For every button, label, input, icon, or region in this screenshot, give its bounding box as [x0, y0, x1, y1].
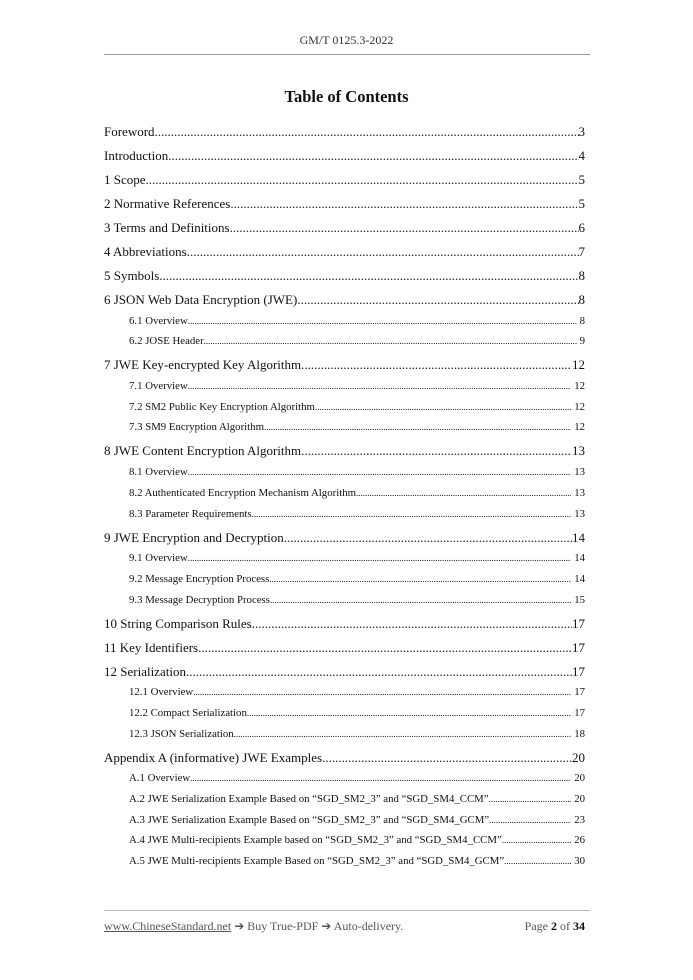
toc-entry-title: A.2 JWE Serialization Example Based on “SGD_SM2_3” and “SGD_SM4_CCM” — [129, 793, 489, 805]
toc-entry[interactable] — [104, 417, 585, 438]
toc-page-number: 6 — [578, 220, 585, 235]
toc-dot-leader — [270, 590, 571, 610]
toc-entry-title: A.4 JWE Multi-recipients Example based on “SGD_SM2_3” and “SGD_SM4_CCM” — [129, 834, 502, 847]
toc-entry-title: 6.1 Overview — [129, 314, 188, 327]
toc-entry[interactable] — [104, 610, 585, 634]
buy-text: Buy True-PDF — [247, 919, 319, 933]
toc-page-number: 20 — [574, 793, 585, 805]
toc-page-number: 12 — [574, 421, 585, 434]
toc-entry[interactable] — [104, 702, 585, 723]
toc-page-number: 12 — [572, 357, 585, 373]
toc-dot-leader — [168, 146, 578, 166]
toc-entry-title: 7.1 Overview — [129, 380, 188, 393]
toc-entry-title: 7.2 SM2 Public Key Encryption Algorithm — [129, 400, 315, 413]
toc-entry-title: A.5 JWE Multi-recipients Example Based on “SGD_SM2_3” and “SGD_SM4_GCM” — [129, 855, 505, 868]
toc-dot-leader — [284, 528, 572, 548]
toc-page-number: 4 — [578, 148, 585, 163]
toc-dot-leader — [230, 218, 579, 238]
toc-dot-leader — [188, 376, 571, 396]
toc-page-number: 12 — [574, 400, 585, 413]
footer-divider — [104, 910, 590, 911]
arrow-icon: ➔ — [234, 919, 245, 933]
toc-entry-title: Foreword — [104, 124, 155, 139]
table-of-contents — [104, 118, 585, 871]
toc-entry-title: 1 Scope — [104, 172, 146, 187]
toc-page-number: 13 — [572, 443, 585, 459]
toc-entry[interactable] — [104, 142, 585, 166]
toc-page-number: 7 — [578, 244, 585, 259]
of-label: of — [560, 919, 570, 933]
toc-entry[interactable] — [104, 286, 585, 310]
toc-page-number: 8 — [578, 292, 585, 307]
toc-entry-title: 6.2 JOSE Header — [129, 335, 204, 348]
toc-entry[interactable] — [104, 768, 585, 789]
toc-entry[interactable] — [104, 744, 585, 768]
toc-dot-leader — [193, 682, 571, 702]
toc-entry-title: 9.1 Overview — [129, 552, 188, 565]
current-page-number: 2 — [551, 919, 557, 933]
toc-entry-title: 5 Symbols — [104, 268, 160, 283]
toc-dot-leader — [301, 441, 572, 461]
toc-page-number: 13 — [574, 507, 585, 520]
toc-page-number: 5 — [578, 172, 585, 187]
toc-page-number: 17 — [574, 706, 585, 719]
toc-entry[interactable] — [104, 461, 585, 482]
toc-entry-title: 7.3 SM9 Encryption Algorithm — [129, 421, 264, 434]
total-pages: 34 — [573, 919, 585, 933]
toc-page-number: 9 — [579, 335, 585, 348]
toc-dot-leader — [155, 122, 579, 142]
toc-page-number: 20 — [572, 749, 585, 765]
toc-dot-leader — [301, 355, 572, 375]
toc-entry[interactable] — [104, 830, 585, 851]
page-label: Page — [524, 919, 548, 933]
toc-entry-title: 8.2 Authenticated Encryption Mechanism Algorithm — [129, 486, 356, 499]
toc-entry-title: 2 Normative References — [104, 196, 231, 211]
toc-entry-title: 12.2 Compact Serialization — [129, 706, 247, 719]
toc-page-number: 5 — [578, 196, 585, 211]
toc-entry[interactable] — [104, 723, 585, 744]
toc-dot-leader — [187, 242, 579, 262]
toc-entry[interactable] — [104, 214, 585, 238]
toc-entry[interactable] — [104, 166, 585, 190]
toc-entry[interactable] — [104, 190, 585, 214]
toc-page-number: 14 — [572, 529, 585, 545]
toc-entry[interactable] — [104, 375, 585, 396]
toc-entry-title: 9 JWE Encryption and Decryption — [104, 529, 284, 545]
toc-dot-leader — [502, 830, 571, 850]
toc-entry-title: 9.3 Message Decryption Process — [129, 593, 270, 606]
toc-entry[interactable] — [104, 396, 585, 417]
toc-dot-leader — [188, 311, 577, 331]
toc-entry-title: 8.1 Overview — [129, 466, 188, 479]
toc-page-number: 13 — [574, 486, 585, 499]
toc-entry-title: 9.2 Message Encryption Process — [129, 572, 270, 585]
toc-page-number: 17 — [572, 639, 585, 655]
toc-entry-title: 4 Abbreviations — [104, 244, 187, 259]
toc-page-number: 18 — [574, 727, 585, 740]
toc-page-number: 14 — [574, 552, 585, 565]
document-id-header: GM/T 0125.3-2022 — [299, 33, 394, 47]
toc-page-number: 30 — [574, 855, 585, 868]
toc-page-number: 20 — [574, 772, 585, 785]
toc-page-number: 17 — [572, 615, 585, 631]
toc-entry[interactable] — [104, 548, 585, 569]
toc-dot-leader — [198, 638, 572, 658]
toc-entry[interactable] — [104, 788, 585, 809]
toc-entry[interactable] — [104, 682, 585, 703]
toc-entry-title: Introduction — [104, 148, 169, 163]
toc-dot-leader — [204, 331, 577, 351]
website-link[interactable]: www.ChineseStandard.net — [104, 919, 232, 933]
toc-entry-title: 7 JWE Key-encrypted Key Algorithm — [104, 357, 302, 373]
toc-dot-leader — [190, 768, 571, 788]
toc-entry[interactable] — [104, 589, 585, 610]
toc-page-number: 23 — [574, 813, 585, 826]
toc-dot-leader — [230, 194, 578, 214]
toc-entry[interactable] — [104, 850, 585, 871]
footer-promo — [104, 919, 403, 934]
toc-page-number: 8 — [578, 268, 585, 283]
toc-dot-leader — [234, 724, 572, 744]
toc-entry[interactable] — [104, 331, 585, 352]
toc-entry-title: 8.3 Parameter Requirements — [129, 507, 252, 520]
toc-entry-title: 6 JSON Web Data Encryption (JWE) — [104, 292, 298, 307]
toc-dot-leader — [188, 462, 571, 482]
toc-dot-leader — [186, 662, 572, 682]
toc-entry-title: A.1 Overview — [129, 772, 191, 785]
toc-entry[interactable] — [104, 503, 585, 524]
toc-dot-leader — [252, 614, 572, 634]
toc-entry[interactable] — [104, 482, 585, 503]
toc-entry[interactable] — [104, 118, 585, 142]
toc-page-number: 12 — [574, 380, 585, 393]
toc-dot-leader — [269, 569, 571, 589]
toc-dot-leader — [146, 170, 579, 190]
toc-page-number: 3 — [578, 124, 585, 139]
page-indicator — [525, 919, 585, 934]
toc-entry[interactable] — [104, 658, 585, 682]
delivery-text: Auto-delivery. — [333, 919, 404, 933]
toc-entry-title: 12.1 Overview — [129, 686, 194, 699]
toc-entry[interactable] — [104, 524, 585, 548]
toc-dot-leader — [489, 810, 571, 830]
toc-dot-leader — [315, 397, 571, 417]
toc-entry-title: 8 JWE Content Encryption Algorithm — [104, 443, 302, 459]
toc-dot-leader — [356, 483, 571, 503]
toc-dot-leader — [264, 417, 571, 437]
toc-entry[interactable] — [104, 634, 585, 658]
toc-dot-leader — [297, 290, 578, 310]
toc-dot-leader — [188, 548, 571, 568]
page-footer — [104, 919, 585, 934]
toc-page-number: 26 — [574, 834, 585, 847]
arrow-icon: ➔ — [321, 919, 332, 933]
toc-entry[interactable] — [104, 238, 585, 262]
toc-page-number: 14 — [574, 572, 585, 585]
toc-dot-leader — [489, 789, 572, 809]
toc-entry[interactable] — [104, 809, 585, 830]
toc-entry-title: 12 Serialization — [104, 663, 186, 679]
toc-dot-leader — [159, 266, 578, 286]
toc-page-number: 17 — [574, 686, 585, 699]
toc-entry-title: 3 Terms and Definitions — [104, 220, 230, 235]
toc-dot-leader — [322, 748, 572, 768]
toc-page-number: 17 — [572, 663, 585, 679]
header-divider — [104, 54, 590, 55]
toc-entry[interactable] — [104, 437, 585, 461]
toc-dot-leader — [247, 703, 571, 723]
toc-entry-title: Appendix A (informative) JWE Examples — [104, 749, 323, 765]
toc-entry[interactable] — [104, 568, 585, 589]
toc-entry[interactable] — [104, 262, 585, 286]
toc-entry-title: 12.3 JSON Serialization — [129, 727, 234, 740]
toc-entry[interactable] — [104, 351, 585, 375]
toc-entry-title: 10 String Comparison Rules — [104, 615, 252, 631]
page-title: Table of Contents — [284, 87, 409, 106]
toc-page-number: 15 — [574, 593, 585, 606]
toc-dot-leader — [504, 851, 571, 871]
toc-entry[interactable] — [104, 310, 585, 331]
toc-page-number: 8 — [579, 314, 585, 327]
toc-entry-title: 11 Key Identifiers — [104, 639, 199, 655]
toc-dot-leader — [252, 504, 572, 524]
toc-page-number: 13 — [574, 466, 585, 479]
toc-entry-title: A.3 JWE Serialization Example Based on “SGD_SM2_3” and “SGD_SM4_GCM” — [129, 813, 490, 826]
